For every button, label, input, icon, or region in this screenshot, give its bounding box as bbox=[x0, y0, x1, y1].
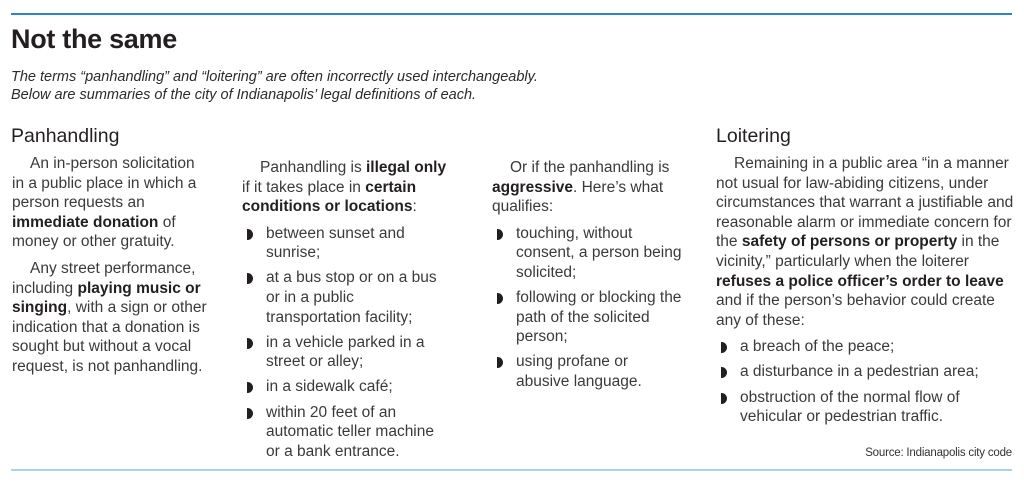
list-item bbox=[242, 333, 450, 372]
list-item-text: within 20 feet of an automatic teller machine or a bank entrance. bbox=[266, 403, 434, 460]
emphasis-text: certain conditions or locations bbox=[242, 178, 417, 216]
top-rule bbox=[11, 13, 1012, 15]
emphasis-text: refuses a police officer’s order to leave bbox=[716, 272, 1004, 290]
list-item-text: touching, without consent, a person being solicited; bbox=[516, 224, 682, 281]
street-performance-note bbox=[12, 259, 208, 377]
body-text: , with a sign or other indication that a donation is sought but without a vocal request, is not panhandling. bbox=[12, 299, 207, 375]
intro-line-1: The terms “panhandling” and “loitering” are often incorrectly used interchangeably. bbox=[11, 69, 538, 85]
panhandling-definition bbox=[12, 154, 208, 252]
body-text: An in-person solicitation in a public place in which a person requests an bbox=[12, 155, 197, 212]
list-item-text: a breach of the peace; bbox=[740, 338, 895, 356]
half-circle-bullet-icon bbox=[497, 293, 503, 304]
emphasis-text: safety of persons or property bbox=[741, 233, 958, 251]
body-text: . Here’s what qualifies: bbox=[492, 178, 664, 216]
emphasis-text: immediate donation bbox=[12, 213, 159, 231]
list-item bbox=[492, 352, 682, 391]
intro-text bbox=[11, 68, 711, 104]
half-circle-bullet-icon bbox=[247, 408, 253, 419]
body-text: if it takes place in bbox=[242, 178, 366, 196]
list-item bbox=[716, 337, 1016, 357]
body-text: : bbox=[412, 198, 417, 216]
body-text: and if the person’s behavior could create any of these: bbox=[716, 292, 995, 329]
list-item-text: in a vehicle parked in a street or alley; bbox=[266, 333, 425, 371]
loitering-list bbox=[716, 337, 1016, 426]
panhandling-heading: Panhandling bbox=[11, 125, 120, 147]
body-text: Panhandling is bbox=[260, 159, 366, 176]
loitering-column bbox=[716, 154, 1016, 432]
half-circle-bullet-icon bbox=[721, 367, 727, 378]
body-text: Any street performance, including bbox=[12, 259, 196, 297]
loitering-definition bbox=[716, 154, 1016, 330]
emphasis-text: illegal only bbox=[366, 159, 447, 176]
list-item-text: at a bus stop or on a bus or in a public transportation facility; bbox=[266, 269, 437, 326]
illegal-conditions-intro bbox=[242, 158, 450, 217]
list-item-text: obstruction of the normal flow of vehicular or pedestrian traffic. bbox=[740, 388, 960, 426]
half-circle-bullet-icon bbox=[247, 229, 253, 240]
list-item-text: following or blocking the path of the solicited person; bbox=[516, 289, 682, 346]
list-item bbox=[242, 268, 450, 327]
intro-line-2: Below are summaries of the city of Indianapolis’ legal definitions of each. bbox=[11, 87, 477, 103]
list-item bbox=[492, 224, 682, 283]
half-circle-bullet-icon bbox=[247, 382, 253, 393]
body-text: of money or other gratuity. bbox=[12, 213, 176, 251]
half-circle-bullet-icon bbox=[721, 342, 727, 353]
page-title: Not the same bbox=[11, 24, 177, 54]
half-circle-bullet-icon bbox=[497, 357, 503, 368]
body-text: in the vicinity,” particularly when the loiterer bbox=[716, 233, 1000, 270]
panhandling-column-aggressive bbox=[492, 158, 682, 397]
list-item-text: using profane or abusive language. bbox=[516, 353, 642, 390]
body-text: Or if the panhandling is bbox=[510, 159, 670, 176]
half-circle-bullet-icon bbox=[497, 229, 503, 240]
half-circle-bullet-icon bbox=[247, 273, 253, 284]
emphasis-text: playing music or singing bbox=[12, 279, 201, 317]
list-item bbox=[242, 224, 450, 263]
source-credit: Source: Indianapolis city code bbox=[865, 447, 1012, 459]
aggressive-intro bbox=[492, 158, 682, 217]
aggressive-list bbox=[492, 224, 682, 392]
list-item bbox=[492, 288, 682, 347]
list-item bbox=[716, 388, 1016, 427]
list-item-text: a disturbance in a pedestrian area; bbox=[740, 363, 979, 381]
location-list bbox=[242, 224, 450, 462]
list-item-text: in a sidewalk café; bbox=[266, 378, 393, 396]
panhandling-column-locations bbox=[242, 158, 450, 467]
emphasis-text: aggressive bbox=[492, 178, 573, 196]
list-item bbox=[716, 362, 1016, 382]
list-item bbox=[242, 403, 450, 462]
body-text: Remaining in a public area “in a manner not usual for law-abiding citizens, under circumstances that warrant a justifiable and reasonable alarm or immediate concern for the bbox=[716, 155, 1014, 251]
loitering-heading: Loitering bbox=[716, 125, 791, 147]
list-item bbox=[242, 377, 450, 397]
half-circle-bullet-icon bbox=[247, 338, 253, 349]
bottom-rule bbox=[11, 469, 1012, 471]
list-item-text: between sunset and sunrise; bbox=[266, 224, 405, 262]
half-circle-bullet-icon bbox=[721, 393, 727, 404]
panhandling-column-definition bbox=[12, 154, 208, 384]
